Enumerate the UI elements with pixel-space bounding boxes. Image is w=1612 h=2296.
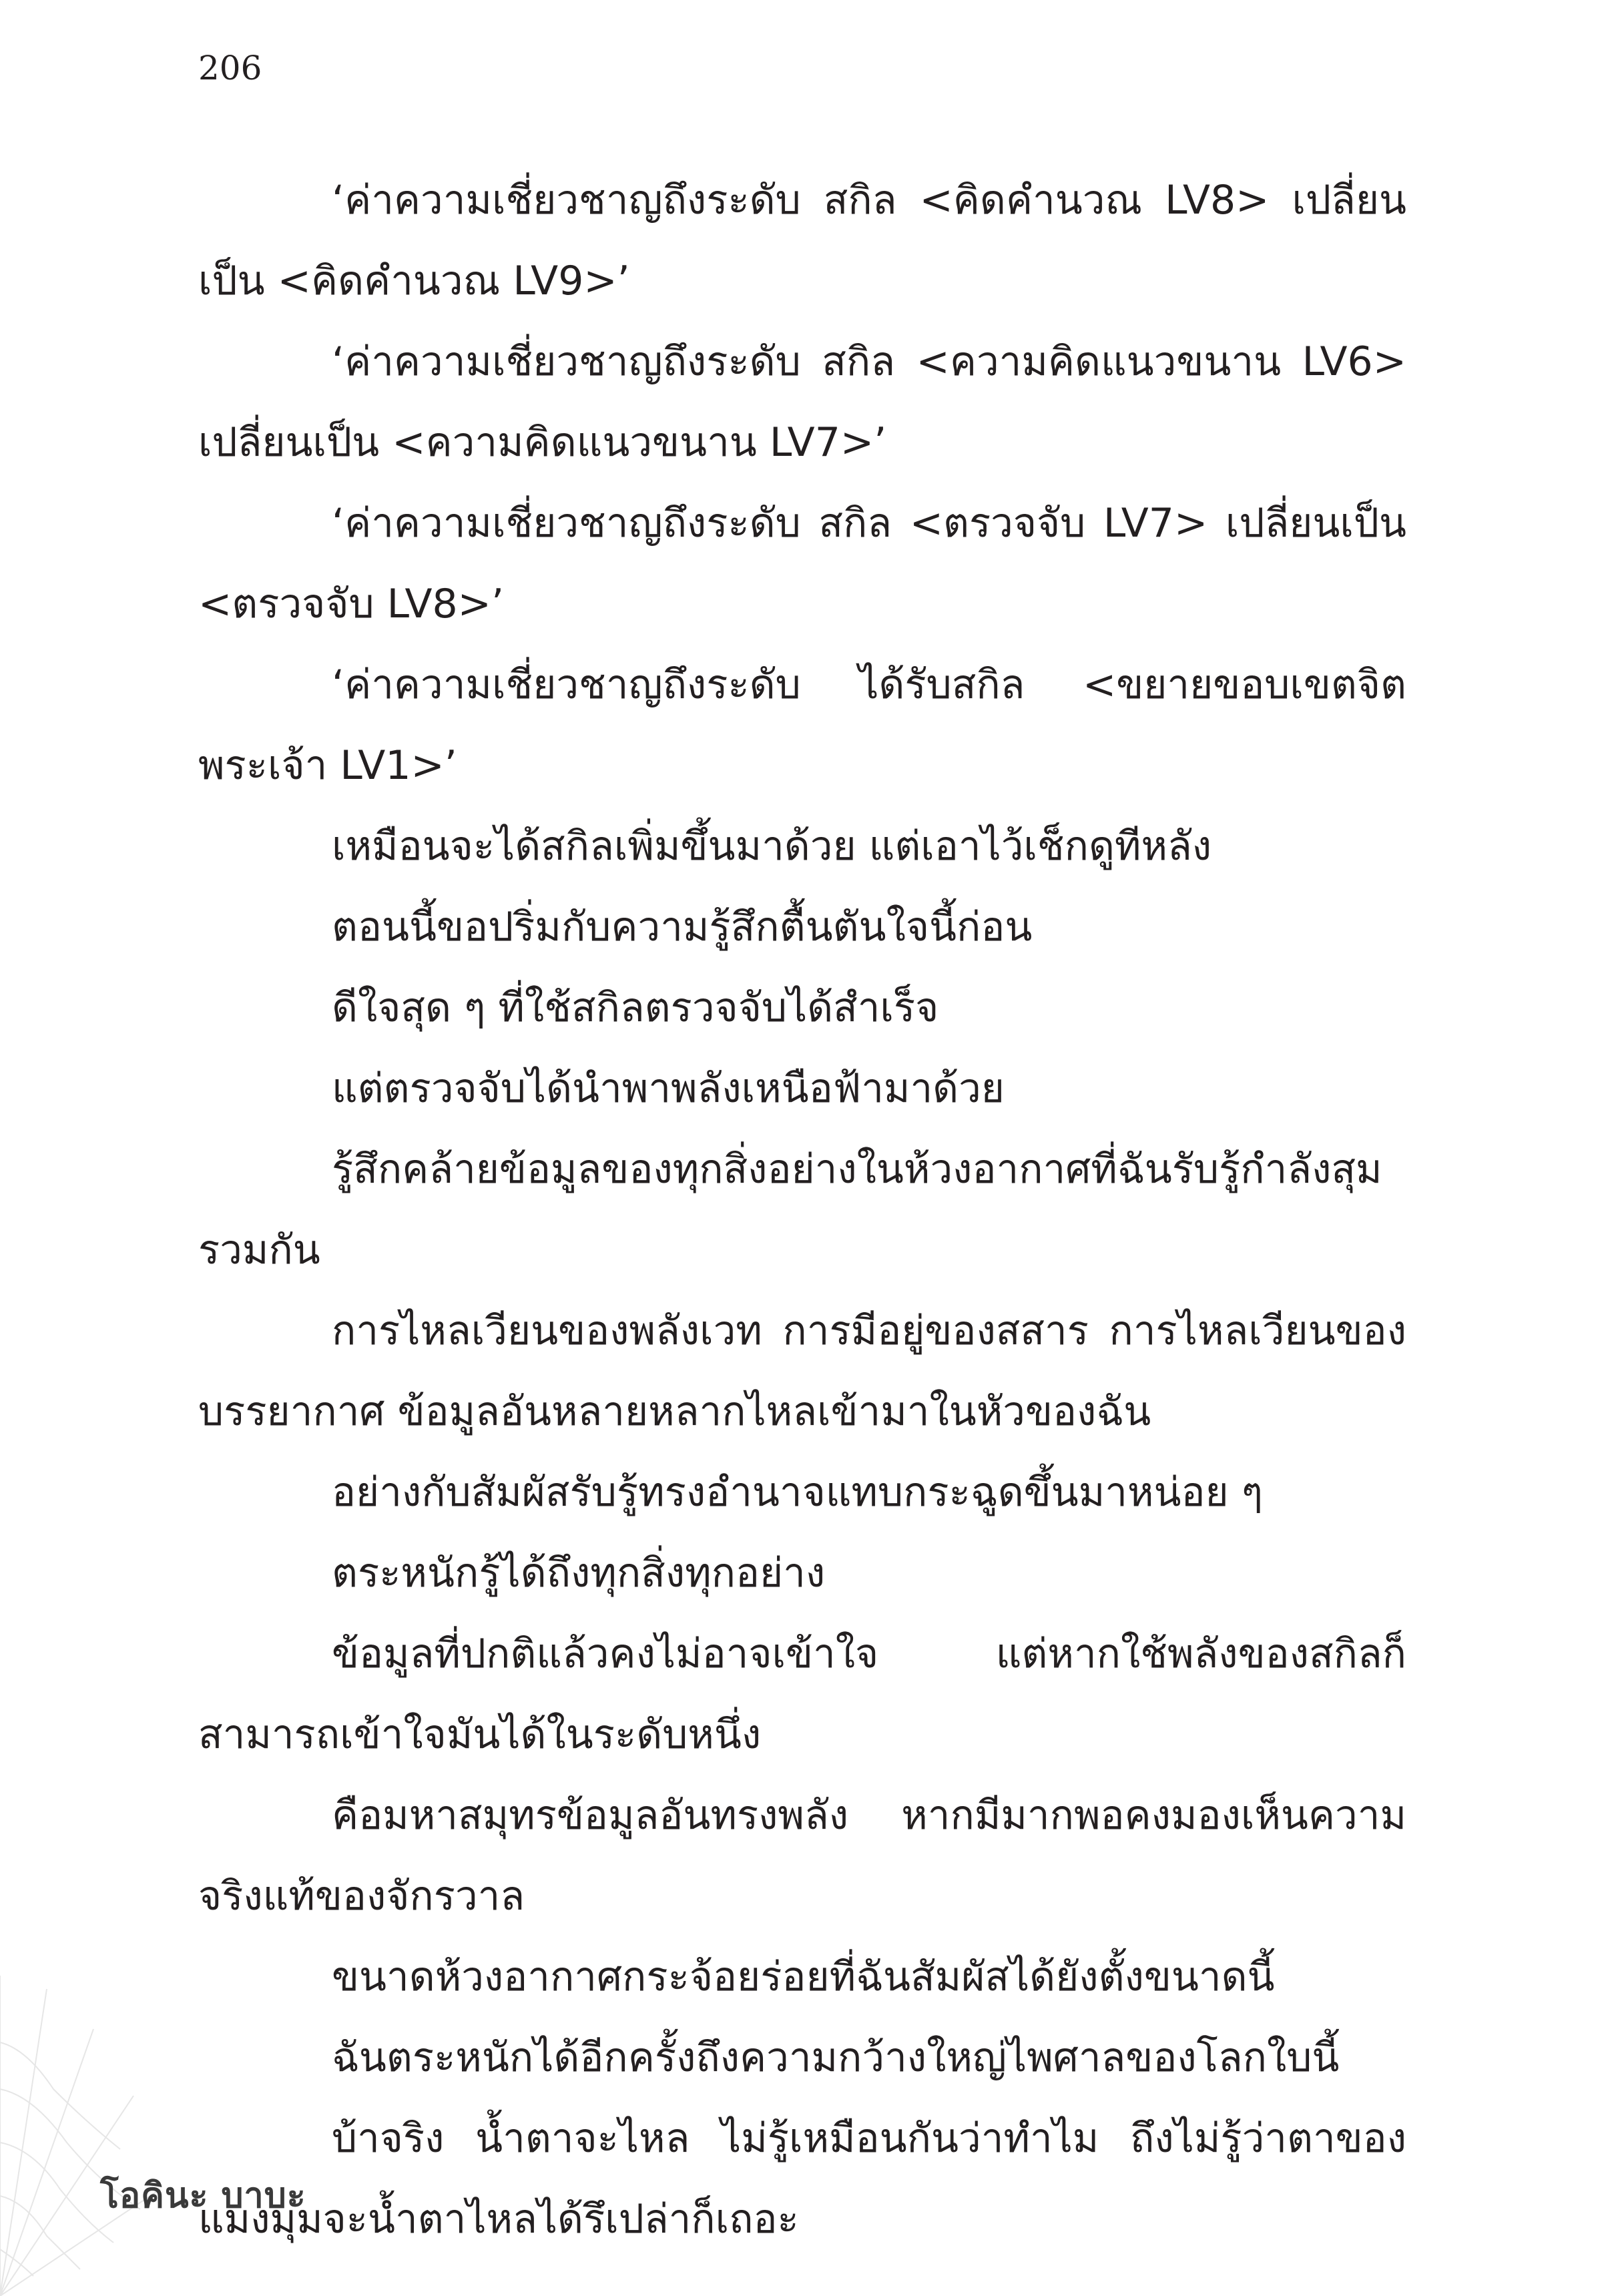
paragraph: เหมือนจะได้สกิลเพิ่มขึ้นมาด้วย แต่เอาไว้เช็กดูทีหลัง [332,823,1212,870]
paragraph: การไหลเวียนของพลังเวท การมีอยู่ของสสาร การไหลเวียนของบรรยากาศ ข้อมูลอันหลายหลากไหลเข้ามาในหัวของฉัน [198,1308,1406,1435]
body-text [198,160,1406,2260]
paragraph: ตอนนี้ขอปริ่มกับความรู้สึกตื้นตันใจนี้ก่อน [332,904,1033,950]
paragraph: ข้อมูลที่ปกติแล้วคงไม่อาจเข้าใจ แต่หากใช้พลังของสกิลก็สามารถเข้าใจมันได้ในระดับหนึ่ง [198,1631,1406,1758]
paragraph: ‘ค่าความเชี่ยวชาญถึงระดับ สกิล <ตรวจจับ LV7> เปลี่ยนเป็น <ตรวจจับ LV8>’ [198,500,1406,627]
paragraph: ‘ค่าความเชี่ยวชาญถึงระดับ สกิล <ความคิดแนวขนาน LV6> เปลี่ยนเป็น <ความคิดแนวขนาน LV7>’ [198,338,1406,466]
paragraph: รู้สึกคล้ายข้อมูลของทุกสิ่งอย่างในห้วงอากาศที่ฉันรับรู้กำลังสุมรวมกัน [198,1146,1382,1273]
paragraph: ขนาดห้วงอากาศกระจ้อยร่อยที่ฉันสัมผัสได้ยังตั้งขนาดนี้ [332,1954,1275,2000]
paragraph: ‘ค่าความเชี่ยวชาญถึงระดับ สกิล <คิดคำนวณ LV8> เปลี่ยนเป็น <คิดคำนวณ LV9>’ [198,177,1406,304]
paragraph: บ้าจริง น้ำตาจะไหล ไม่รู้เหมือนกันว่าทำไม ถึงไม่รู้ว่าตาของแมงมุมจะน้ำตาไหลได้รึเปล่าก็เถอะ [198,2115,1406,2243]
spiderweb-watermark-icon [0,1949,160,2296]
paragraph: คือมหาสมุทรข้อมูลอันทรงพลัง หากมีมากพอคงมองเห็นความจริงแท้ของจักรวาล [198,1792,1406,1920]
paragraph: ฉันตระหนักได้อีกครั้งถึงความกว้างใหญ่ไพศาลของโลกใบนี้ [332,2034,1340,2081]
footer-title: โอคินะ บาบะ [100,2176,306,2216]
paragraph: ตระหนักรู้ได้ถึงทุกสิ่งทุกอย่าง [332,1550,826,1597]
paragraph: แต่ตรวจจับได้นำพาพลังเหนือฟ้ามาด้วย [332,1065,1005,1112]
paragraph: ‘ค่าความเชี่ยวชาญถึงระดับ ได้รับสกิล <ขยายขอบเขตจิตพระเจ้า LV1>’ [198,661,1406,789]
paragraph: ดีใจสุด ๆ ที่ใช้สกิลตรวจจับได้สำเร็จ [332,984,939,1031]
page-number: 206 [198,49,262,87]
paragraph: อย่างกับสัมผัสรับรู้ทรงอำนาจแทบกระฉูดขึ้นมาหน่อย ๆ [332,1469,1263,1516]
